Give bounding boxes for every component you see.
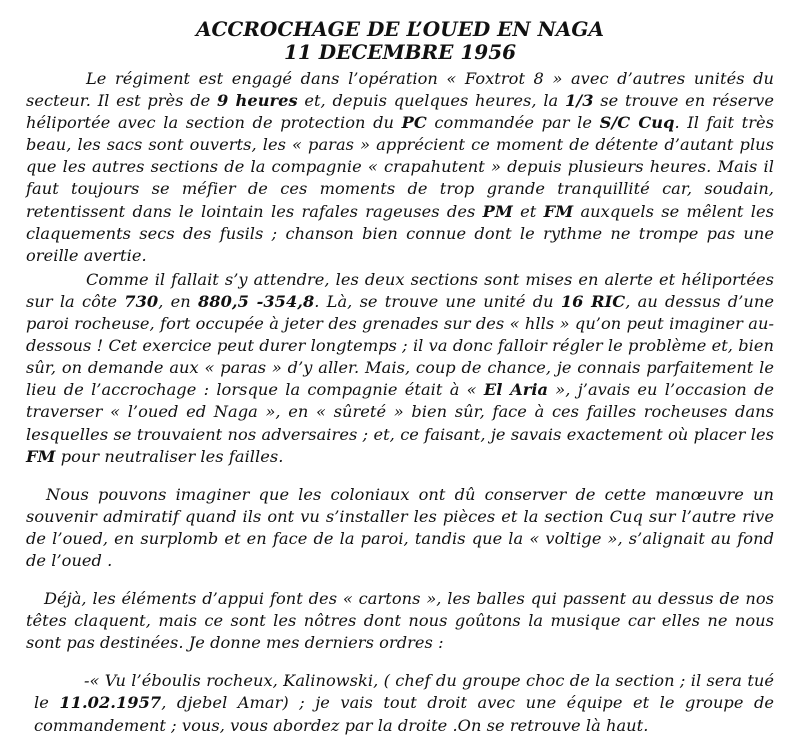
text-run: , djebel Amar) ; je vais tout droit avec une équipe et le groupe de commandement ; vous, vous abordez par la droite .On se retrouve là haut.: [34, 693, 774, 735]
paragraph-2: [26, 269, 774, 468]
bold-text-run: FM: [26, 446, 56, 466]
text-run: Déjà, les éléments d’appui font des « cartons », les balles qui passent au dessus de nos têtes claquent, mais ce sont les nôtres dont nous goûtons la musique car elles ne nous sont pas destinées. Je donne mes derniers ordres :: [26, 589, 774, 653]
text-run: Le régiment est engagé dans l’opération « Foxtrot 8 » avec d’autres unités du secteur. Il est près de: [26, 69, 774, 111]
bold-text-run: 730: [124, 291, 159, 311]
text-run: », j’avais eu l’occasion de traverser « l’oued ed Naga », en « sûreté » bien sûr, face à ces failles rocheuses dans lesquelles se trouvaient nos adversaires ; et, ce faisant, je savais exactement où placer les: [26, 380, 774, 444]
text-run: Nous pouvons imaginer que les coloniaux ont dû conserver de cette manœuvre un souvenir admiratif quand ils ont vu s’installer les pièces et la section Cuq sur l’autre rive de l’oued, en surplomb et en face de la paroi, tandis que la « voltige », s’alignait au fond de l’oued .: [26, 484, 774, 570]
text-run: commandée par le: [426, 113, 600, 133]
text-run: . Là, se trouve une unité du: [314, 291, 561, 311]
bold-text-run: S/C Cuq: [599, 113, 675, 133]
paragraph-4: [26, 588, 774, 654]
title-line-1: ACCROCHAGE DE L’OUED EN NAGA: [195, 17, 605, 41]
bold-text-run: 11.02.1957: [59, 693, 162, 713]
bold-text-run: 16 RIC: [560, 291, 626, 311]
text-run: , en: [158, 291, 198, 311]
bold-text-run: FM: [543, 201, 574, 221]
text-run: auxquels se mêlent les claquements secs des fusils ; chanson bien connue dont le rythme ne trompe pas une oreille avertie.: [26, 201, 774, 265]
title-line-2: 11 DECEMBRE 1956: [283, 40, 517, 64]
text-run: -« Vu l’éboulis rocheux, Kalinowski, ( chef du groupe choc de la section ; il sera tué le: [34, 671, 774, 713]
bold-text-run: 1/3: [564, 91, 594, 111]
text-run: et, depuis quelques heures, la: [297, 91, 565, 111]
bold-text-run: El Aria: [483, 380, 549, 400]
document-title: [26, 18, 774, 64]
paragraph-3: [26, 484, 774, 572]
paragraph-1: [26, 68, 774, 267]
text-run: . Il fait très beau, les sacs sont ouverts, les « paras » apprécient ce moment de détente d’autant plus que les autres sections de la compagnie « crapahutent » depuis plusieurs heures. Mais il faut toujours se méfier de ces moments de trop grande tranquillité car, soudain, retentissent dans le lointain les rafales rageuses des: [26, 113, 774, 221]
bold-text-run: PC: [401, 113, 427, 133]
text-run: pour neutraliser les failles.: [55, 446, 284, 466]
paragraph-5: [26, 670, 774, 736]
bold-text-run: 880,5 -354,8: [197, 291, 315, 311]
bold-text-run: PM: [482, 201, 513, 221]
text-run: , au dessus d’une paroi rocheuse, fort occupée à jeter des grenades sur des « hlls » qu’on peut imaginer au-dessous ! Cet exercice peut durer longtemps ; il va donc falloir régler le problème et, bien sûr, on demande aux « paras » d’y aller. Mais, coup de chance, je connais parfaitement le lieu de l’accrochage : lorsque la compagnie était à «: [26, 291, 774, 400]
text-run: Comme il fallait s’y attendre, les deux sections sont mises en alerte et héliportées sur la côte: [26, 269, 774, 311]
text-run: et: [512, 201, 544, 221]
text-run: se trouve en réserve héliportée avec la section de protection du: [26, 91, 774, 133]
bold-text-run: 9 heures: [217, 91, 298, 111]
